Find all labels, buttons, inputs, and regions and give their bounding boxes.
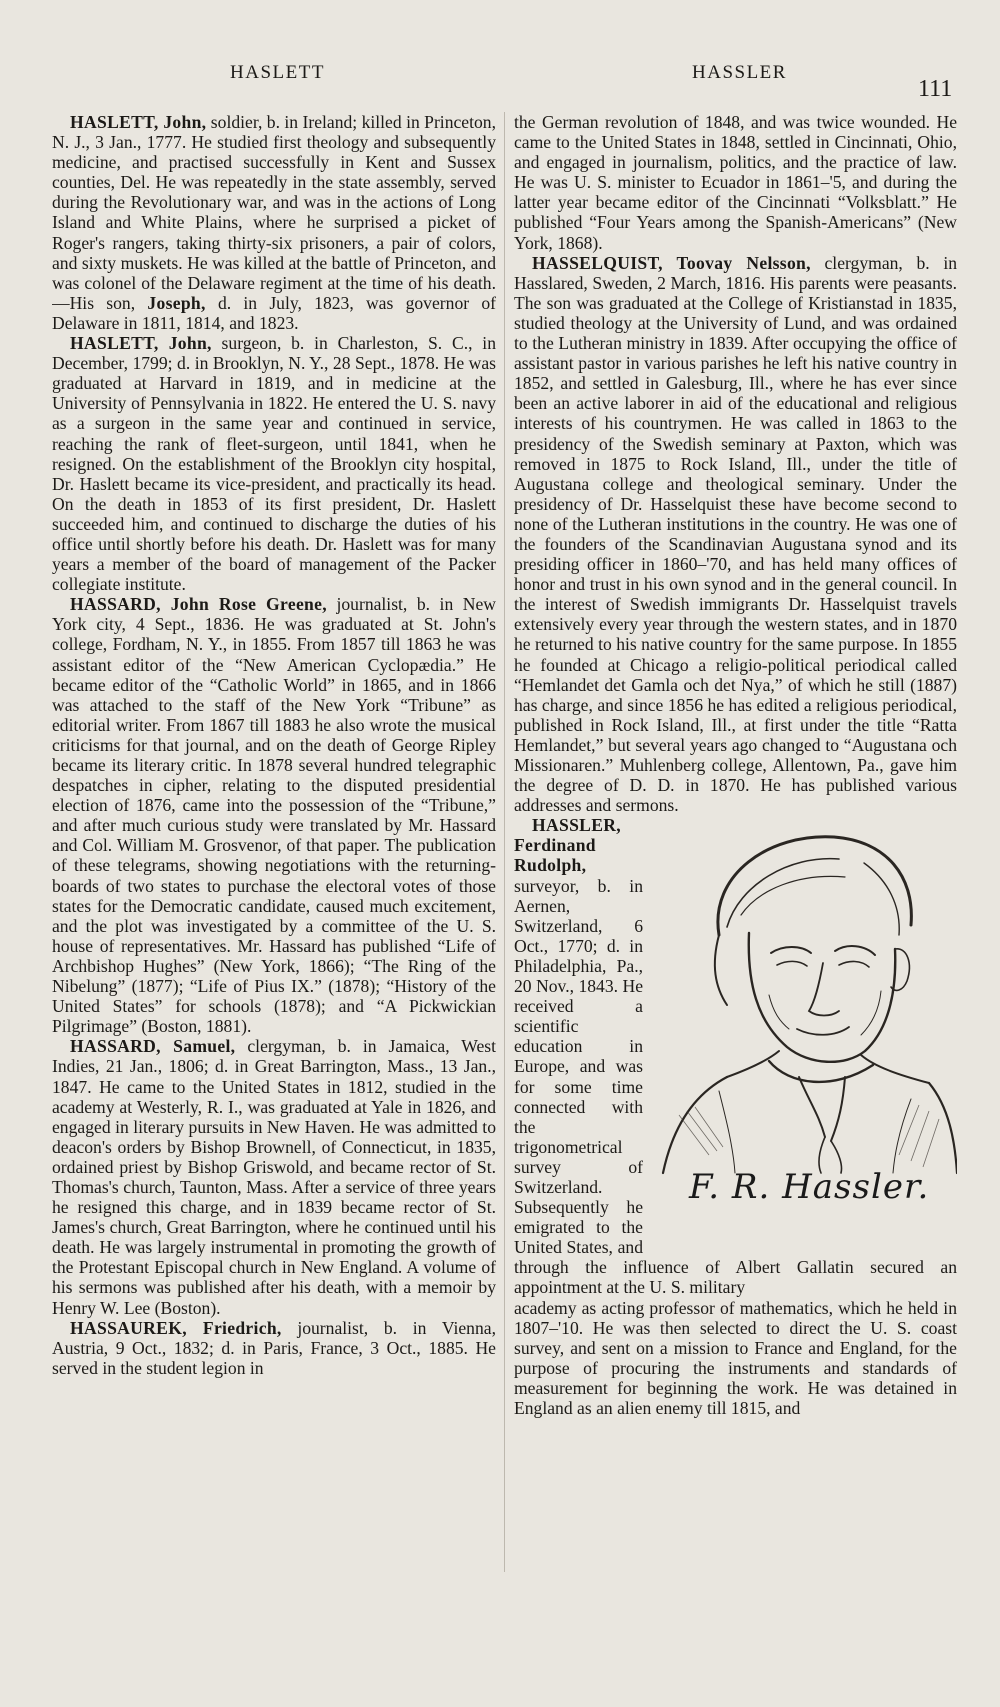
column-divider bbox=[504, 112, 505, 1572]
entry-hassaurek-friedrich bbox=[52, 1318, 496, 1378]
hassler-signature: F. R. Hassler. bbox=[689, 1167, 930, 1208]
entry-text: surgeon, b. in Charleston, S. C., in December, 1799; d. in Brooklyn, N. Y., 28 Sept., 1878. He was graduated at Harvard in 1819, and in medicine at the University of Pennsylvania in 1822. He entered the U. S. navy as a surgeon in the same year and continued in service, reaching the rank of fleet-surgeon, until 1841, when he resigned. On the establishment of the Brooklyn city hospital, Dr. Haslett became its vice-president, and practically its head. On the death in 1853 of its first president, Dr. Haslett succeeded him, and continued to discharge the duties of his office until shortly before his death. Dr. Haslett was for many years a member of the board of management of the Packer collegiate institute. bbox=[52, 333, 496, 595]
entry-headword: HASSELQUIST, Toovay Nelsson, bbox=[532, 252, 811, 273]
left-column bbox=[52, 112, 496, 1582]
entry-headword: HASSARD, Samuel, bbox=[70, 1036, 236, 1057]
entry-text: soldier, b. in Ireland; killed in Princeton, N. J., 3 Jan., 1777. He studied first theology and subsequently medicine, and practised successfully in Kent and Sussex counties, Del. He was repeatedly in the state assembly, served during the Revolutionary war, and was in the actions of Long Island and White Plains, where he surprised a picket of Roger's rangers, taking thirty-six prisoners, a pair of colors, and sixty muskets. He was killed at the battle of Princeton, and was colonel of the Delaware regiment at the time of his death.—His son, bbox=[52, 112, 496, 313]
entry-text: journalist, b. in Vienna, Austria, 9 Oct., 1832; d. in Paris, France, 3 Oct., 1885. He served in the student legion in bbox=[52, 1317, 496, 1378]
entry-text: clergyman, b. in Hasslared, Sweden, 2 March, 1816. His parents were peasants. The son was graduated at the College of Kristianstad in 1835, studied theology at the University of Lund, and was ordained to the Lutheran ministry in 1839. After occupying the office of assistant pastor in various parishes he left his native country in 1852, and settled in Galesburg, Ill., where he has ever since been an active laborer in aid of the educational and religious interests of his countrymen. He was called in 1863 to the presidency of the Swedish seminary at Paxton, which was removed in 1875 to Rock Island, Ill., under the title of Augustana college and theological seminary. Under the presidency of Dr. Hasselquist these have become second to none of the Lutheran institutions in the country. He was one of the founders of the Scandinavian Augustana synod and its presiding officer in 1860–'70, and has held many offices of honor and trust in his own synod and in the general council. In the interest of Swedish immigrants Dr. Hasselquist travels extensively every year through the western states, and in 1870 he returned to his native country for the same purpose. In 1855 he founded at Chicago a religio-political periodical called “Hemlandet det Gamla och det Nya,” of which he still (1887) has charge, and since 1856 he has edited a religious periodical, published in Rock Island, Ill., at first under the title “Ratta Hemlandet,” but several years ago changed to “Augustana och Missionaren.” Muhlenberg college, Allentown, Pa., gave him the degree of D. D. in 1870. He has published various addresses and sermons. bbox=[514, 252, 957, 816]
entry-text: journalist, b. in New York city, 4 Sept., 1836. He was graduated at St. John's college, Fordham, N. Y., in 1855. From 1857 till 1863 he was assistant editor of the “New American Cyclopædia.” He became editor of the “Catholic World” in 1865, and in 1866 was attached to the staff of the New York “Tribune” as editorial writer. From 1867 till 1883 he also wrote the musical criticisms for that journal, and on the death of George Ripley became its literary critic. In 1878 several hundred telegraphic despatches in cipher, relating to the disputed presidential election of 1876, came into the possession of the “Tribune,” and after much curious study were translated by Mr. Hassard and Col. William M. Grosvenor, of that paper. The publication of these telegrams, showing negotiations with the returning-boards of two states to purchase the electoral votes of those states for the Democratic candidate, caused much excitement, and the plot was investigated by a committee of the U. S. house of representatives. Mr. Hassard has published “Life of Archbishop Hughes” (New York, 1866); “The Ring of the Nibelung” (1877); “Life of Pius IX.” (1878); “History of the United States” for schools (1878); and “A Pickwickian Pilgrimage” (Boston, 1881). bbox=[52, 594, 496, 1037]
running-head-right: HASSLER bbox=[692, 62, 787, 83]
entry-hassler-continued: academy as acting professor of mathematics, which he held in 1807–'10. He was then selected to direct the U. S. coast survey, and sent on a mission to France and England, for the purpose of procuring the instruments and standards of measurement for beginning the work. He was detained in England as an alien enemy till 1815, and bbox=[514, 1297, 957, 1418]
entry-hasselquist-toovay-nelsson bbox=[514, 253, 957, 816]
entry-hassard-samuel bbox=[52, 1036, 496, 1317]
hassler-portrait-figure bbox=[649, 815, 957, 1243]
entry-hassaurek-continued: the German revolution of 1848, and was twice wounded. He came to the United States in 1848, settled in Cincinnati, Ohio, and engaged in journalism, politics, and the practice of law. He was U. S. minister to Ecuador in 1861–'5, and during the latter year became editor of the Cincinnati “Volksblatt.” He published “Four Years among the Spanish-Americans” (New York, 1868). bbox=[514, 112, 957, 253]
entry-haslett-john-soldier bbox=[52, 112, 496, 333]
page-number: 111 bbox=[918, 76, 953, 102]
entry-headword: HASSAUREK, Friedrich, bbox=[70, 1317, 282, 1338]
right-column bbox=[514, 112, 957, 1584]
entry-text: clergyman, b. in Jamaica, West Indies, 21 Jan., 1806; d. in Great Barrington, Mass., 13 Jan., 1847. He came to the United States in 1812, studied in the academy at Westerly, R. I., was graduated at Yale in 1826, and engaged in literary pursuits in New Haven. He was admitted to deacon's orders by Bishop Brownell, of Connecticut, in 1835, ordained priest by Bishop Griswold, and became rector of St. Thomas's church, Taunton, Mass. After a service of three years he resigned this charge, and in 1839 became rector of St. James's church, Great Barrington, where he continued until his death. He was largely instrumental in promoting the growth of the Protestant Episcopal church in New England. A volume of his sermons was published after his death, with a memoir by Henry W. Lee (Boston). bbox=[52, 1036, 496, 1318]
entry-headword: HASSLER, Ferdinand Rudolph, bbox=[514, 815, 621, 876]
entry-headword: HASLETT, John, bbox=[70, 112, 207, 132]
entry-hassard-john-rose-greene bbox=[52, 594, 496, 1036]
hassler-entry-block bbox=[514, 815, 957, 1297]
running-head-left: HASLETT bbox=[230, 62, 325, 83]
entry-text: surveyor, b. in Aernen, Switzerland, 6 Oct., 1770; d. in Philadelphia, Pa., 20 Nov., 1843. He received a scientific education in Europe, and was for some time connected with the trigonometrical survey of Switzerland. Subsequently he emigrated to the United States, and through the influence of Albert Gallatin secured an appointment at the U. S. military bbox=[514, 875, 957, 1298]
entry-headword: HASLETT, John, bbox=[70, 333, 212, 354]
sub-entry-text: d. in July, 1823, was governor of Delaware in 1811, 1814, and 1823. bbox=[52, 292, 496, 333]
sub-entry-headword: Joseph, bbox=[147, 292, 206, 313]
portrait-engraving bbox=[649, 815, 957, 1175]
entry-haslett-john-surgeon bbox=[52, 333, 496, 594]
entry-headword: HASSARD, John Rose Greene, bbox=[70, 594, 327, 615]
